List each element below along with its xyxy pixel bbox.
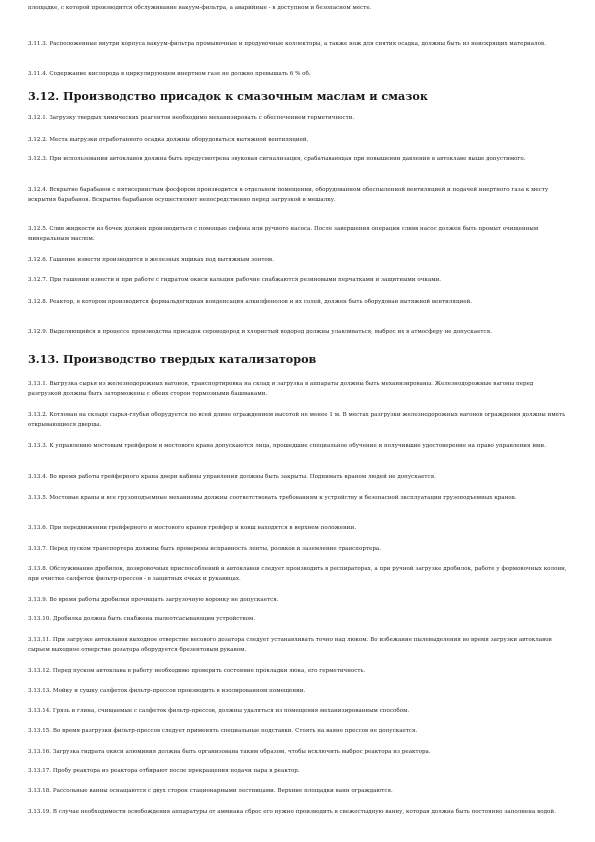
paragraph-3-13-12: 3.13.12. Перед пуском автоклава в работу необходимо проверить состояние прокладки люка, его герметичность. [28, 668, 366, 674]
paragraph-3-13-16: 3.13.16. Загрузка гидрата окиси алюминия должна быть организована таким образом, чтобы исключить выброс реактора из реактора. [28, 749, 431, 755]
paragraph-3-12-4: 3.12.4. Вскрытие барабанов с пятисернистым фосфором производится в отдельном помещении, оборудованном обеспыленной вентиляцией и подачей инертного газа к месту вскрытия барабанов. Вскрытие барабанов осуществляют непосредственно перед загрузкой в мешалку. [28, 187, 549, 203]
paragraph-3-13-18: 3.13.18. Рассольные ванны оснащаются с двух сторон стационарными лестницами. Верхние площадки ванн ограждаются. [28, 788, 393, 794]
paragraph-3-13-6: 3.13.6. При передвижении грейферного и мостового кранов грейфер и ковш находятся в верхнем положении. [28, 525, 357, 531]
paragraph-3-12-6: 3.12.6. Гашение извести производится в железных ящиках под вытяжным зонтом. [28, 257, 274, 263]
paragraph-3-13-3: 3.13.3. К управлению мостовым грейфером и мостового крана допускаются лица, прошедшие специальное обучение и получившие удостоверение на право управления ими. [28, 443, 546, 449]
paragraph-3-13-19: 3.13.19. В случае необходимости освобождения аппаратуры от аммиака сброс его нужно производить в свежестыдную ванну, которая должна быть постоянно заполнена водой. [28, 809, 556, 815]
paragraph-3-13-17: 3.13.17. Пробу реактора из реактора отбирают после прекращения подачи пара в реактор. [28, 768, 300, 774]
paragraph-3-11-3: 3.11.3. Расположенные внутри корпуса вакуум-фильтра промывочные и продувочные коллекторы, а также нож для снятия осадка, должны быть из неискрящих материалов. [28, 41, 546, 47]
paragraph-3-13-4: 3.13.4. Во время работы грейферного крана двери кабины управления должны быть закрыты. Поднимать краном людей не допускается. [28, 474, 436, 480]
section-heading-3-12: 3.12. Производство присадок к смазочным маслам и смазок [28, 89, 428, 103]
paragraph-3-12-2: 3.12.2. Места выгрузки отработанного осадка должны оборудоваться вытяжной вентиляцией. [28, 137, 309, 143]
paragraph-continuation: площадке, с которой производится обслуживание вакуум-фильтра, а аварийные - в доступном и безопасном месте. [28, 5, 372, 11]
paragraph-3-12-9: 3.12.9. Выделяющийся в процессе производства присадок сероводород и хлористый водород должны улавливаться, выброс их в атмосферу не допускается. [28, 329, 492, 335]
paragraph-3-13-5: 3.13.5. Мостовые краны и все грузоподъемные механизмы должны соответствовать требованиям к устройству и безопасной эксплуатации грузоподъемных кранов. [28, 495, 517, 501]
paragraph-3-13-1: 3.13.1. Выгрузка сырья из железнодорожных вагонов, транспортировка на склад и загрузка в аппараты должны быть механизированы. Железнодорожные вагоны перед разгрузкой должны быть заторможены с обеих сторон тормозными башмаками. [28, 381, 534, 397]
paragraph-3-12-8: 3.12.8. Реактор, в котором производится формальдегидная конденсация алкилфенолов и их солей, должен быть оборудован вытяжной вентиляцией. [28, 299, 473, 305]
paragraph-3-12-3: 3.12.3. При использовании автоклавов должна быть предусмотрена звуковая сигнализация, срабатывающая при повышении давления в автоклаве выше допустимого. [28, 156, 526, 162]
paragraph-3-13-15: 3.13.15. Во время разгрузки фильтр-прессов следует применять специальные подставки. Стоять на ваяне прессов не допускается. [28, 728, 418, 734]
paragraph-3-13-2: 3.13.2. Котлован на складе сырья-глубьи оборудуется по всей длине ограждением высотой не менее 1 м. В местах разгрузки железнодорожных вагонов ограждения должны иметь открывающиеся дверцы. [28, 412, 566, 428]
paragraph-3-12-1: 3.12.1. Загрузку твердых химических реагентов необходимо механизировать с обеспечением герметичности. [28, 115, 355, 121]
paragraph-3-13-11: 3.13.11. При загрузке автоклавов выходное отверстие весового дозатора следует устанавливать точно над люком. Во избежание пылевыделения во время загрузки автоклавов сырьем выходное отверстие дозатора оборудуется брезентовым рукавом. [28, 637, 552, 653]
paragraph-3-13-10: 3.13.10. Дробилка должна быть снабжена пылеотсасывающим устройством. [28, 616, 256, 622]
paragraph-3-11-4: 3.11.4. Содержание кислорода в циркулирующем инертном газе не должно превышать 6 % об. [28, 71, 311, 77]
paragraph-3-13-7: 3.13.7. Перед пуском транспортера должны быть проверены исправность ленты, роликов и заземление транспортера. [28, 546, 382, 552]
section-heading-3-13: 3.13. Производство твердых катализаторов [28, 352, 317, 366]
paragraph-3-12-5: 3.12.5. Слив жидкости из бочек должен производиться с помощью сифона или ручного насоса. После завершения операции сливв насос должен быть промыт очищенным минеральным маслом. [28, 226, 539, 242]
paragraph-3-13-9: 3.13.9. Во время работы дробилки прочищать загрузочную воронку не допускается. [28, 597, 279, 603]
paragraph-3-13-8: 3.13.8. Обслуживание дробилок, дозировочных приспособлений и автоклавов следует производить в респираторах, а при ручной загрузке дробилок, работе у формовочных колонн, при очистке салфеток фильтр-прессов - в защитных очках и рукавицах. [28, 566, 567, 582]
paragraph-3-12-7: 3.12.7. При гашении извести и при работе с гидратом окиси кальция рабочие снабжаются резиновыми перчатками и защитными очками. [28, 277, 442, 283]
paragraph-3-13-14: 3.13.14. Грязь и глина, счищаемые с салфеток фильтр-прессов, должны удаляться из помещения механизированным способом. [28, 708, 410, 714]
paragraph-3-13-13: 3.13.13. Мойку и сушку салфеток фильтр-прессов производить в изолированном помещении. [28, 688, 306, 694]
